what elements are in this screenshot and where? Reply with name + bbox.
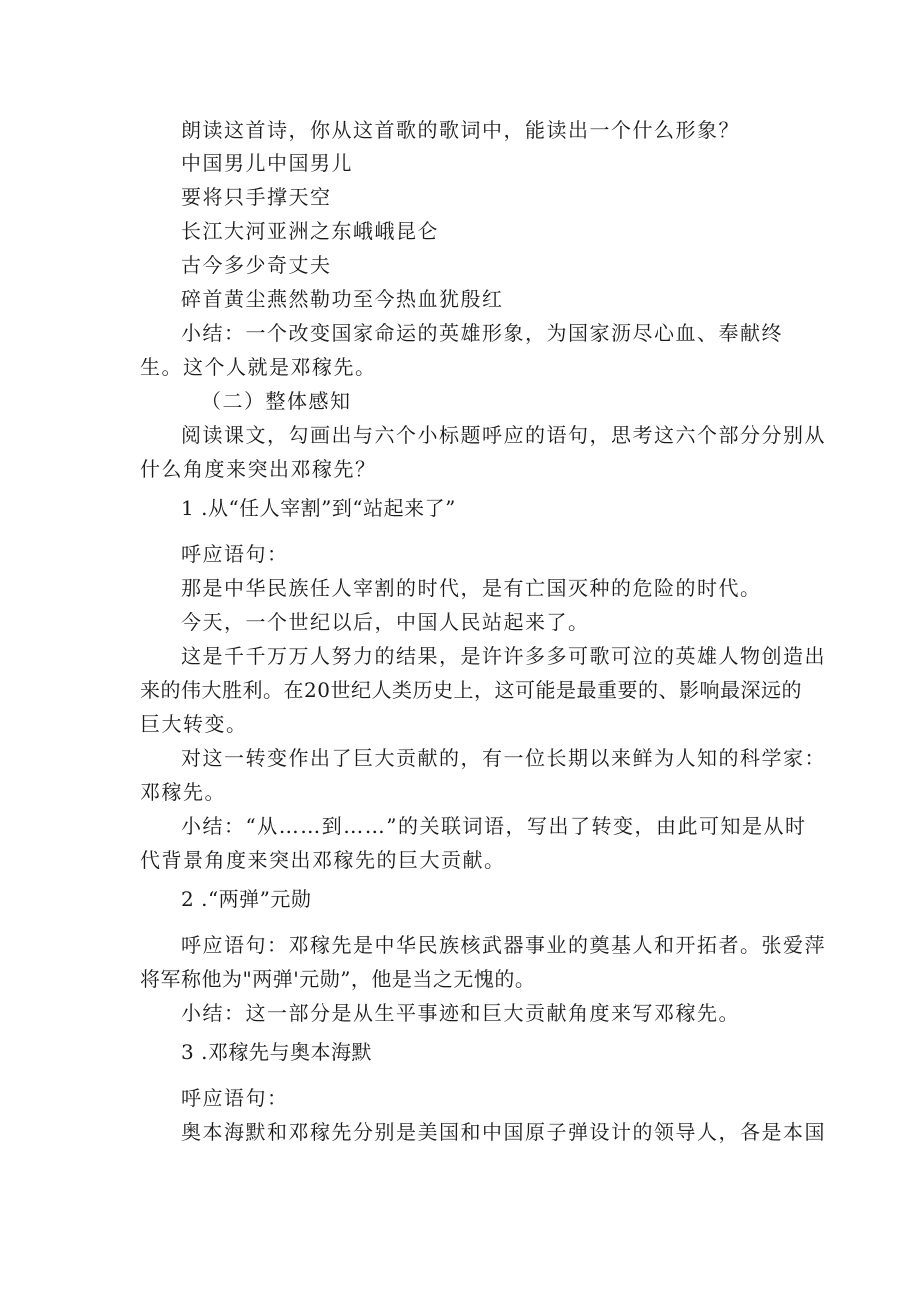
poem-question: 朗读这首诗，你从这首歌的歌词中，能读出一个什么形象？ [181,118,740,142]
poem-line: 中国男儿中国男儿 [181,151,353,175]
response-sentence: 对这一转变作出了巨大贡献的，有一位长期以来鲜为人知的科学家： [181,746,826,770]
part-title: 1 .从“任人宰割”到“站起来了” [181,496,456,520]
poem-line: 碎首黄尘燕然勒功至今热血犹殷红 [181,287,504,311]
poem-line: 要将只手撑天空 [181,185,332,209]
response-label: 呼应语句： [181,1086,289,1110]
part-title: 2 .“两弹”元勋 [181,887,312,911]
part-summary: 小结：这一部分是从生平事迹和巨大贡献角度来写邓稼先。 [181,1001,740,1025]
response-sentence: 那是中华民族任人宰割的时代，是有亡国灭种的危险的时代。 [181,576,762,600]
part-title: 3 .邓稼先与奥本海默 [181,1040,372,1064]
response-sentence: 奥本海默和邓稼先分别是美国和中国原子弹设计的领导人，各是本国 [181,1120,826,1144]
response-label: 呼应语句： [181,542,289,566]
section-heading: （二）整体感知 [201,389,352,413]
section-intro-cont: 什么角度来突出邓稼先？ [140,457,377,481]
section-intro: 阅读课文，勾画出与六个小标题呼应的语句，思考这六个部分分别从 [181,423,826,447]
response-sentence-cont: 邓稼先。 [140,780,226,804]
part-summary-cont: 代背景角度来突出邓稼先的巨大贡献。 [140,848,506,872]
part-summary: 小结：“从……到……”的关联词语，写出了转变，由此可知是从时 [181,814,807,838]
response-sentence: 今天，一个世纪以后，中国人民站起来了。 [181,610,590,634]
response-sentence-cont: 来的伟大胜利。在20世纪人类历史上，这可能是最重要的、影响最深远的 [140,678,802,702]
response-sentence: 呼应语句：邓稼先是中华民族核武器事业的奠基人和开拓者。张爱萍 [181,933,826,957]
poem-line: 古今多少奇丈夫 [181,253,332,277]
poem-line: 长江大河亚洲之东峨峨昆仑 [181,219,439,243]
response-sentence: 这是千千万万人努力的结果，是许许多多可歌可泣的英雄人物创造出 [181,644,826,668]
response-sentence-cont: 巨大转变。 [140,712,248,736]
poem-summary-cont: 生。这个人就是邓稼先。 [140,355,377,379]
poem-summary: 小结：一个改变国家命运的英雄形象，为国家沥尽心血、奉献终 [181,321,783,345]
response-sentence-cont: 将军称他为"两弹'元勋”，他是当之无愧的。 [140,967,536,991]
